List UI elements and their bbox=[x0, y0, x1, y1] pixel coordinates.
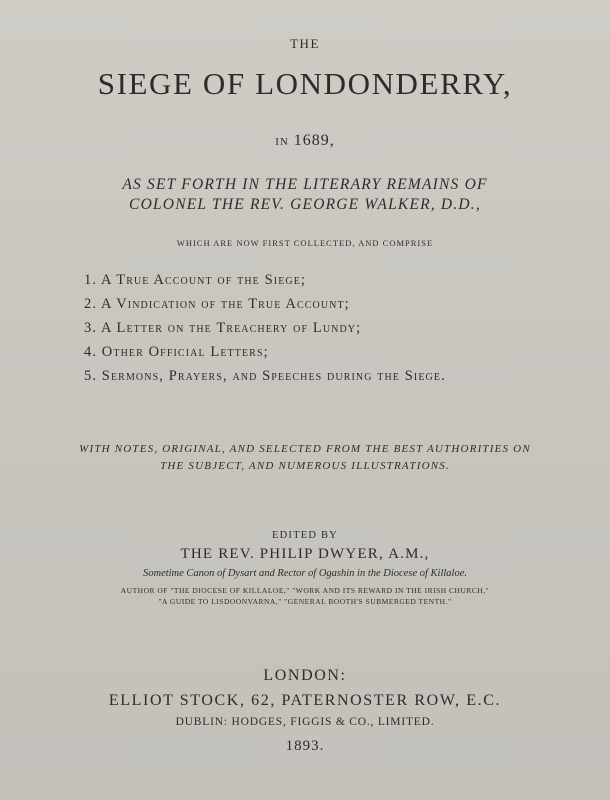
subtitle-line-1: AS SET FORTH IN THE LITERARY REMAINS OF bbox=[122, 176, 488, 193]
contents-item: 1. A True Account of the Siege; bbox=[84, 272, 307, 288]
imprint-year: 1893. bbox=[285, 738, 325, 754]
imprint-dublin: DUBLIN: HODGES, FIGGIS & CO., LIMITED. bbox=[175, 716, 435, 728]
author-of-line-1: AUTHOR OF "THE DIOCESE OF KILLALOE," "WORK AND ITS REWARD IN THE IRISH CHURCH," bbox=[120, 586, 490, 595]
comprise-line: WHICH ARE NOW FIRST COLLECTED, AND COMPRISE bbox=[176, 238, 434, 248]
contents-item: 5. Sermons, Prayers, and Speeches during the Siege. bbox=[84, 368, 446, 384]
imprint-publisher: ELLIOT STOCK, 62, PATERNOSTER ROW, E.C. bbox=[108, 692, 502, 709]
author-of-line-2: "A GUIDE TO LISDOONVARNA," "GENERAL BOOTH'S SUBMERGED TENTH." bbox=[158, 597, 452, 606]
contents-list bbox=[84, 268, 584, 388]
editor-name: THE REV. PHILIP DWYER, A.M., bbox=[180, 546, 430, 562]
contents-item: 3. A Letter on the Treachery of Lundy; bbox=[84, 320, 362, 336]
contents-item: 4. Other Official Letters; bbox=[84, 344, 269, 360]
editor-position: Sometime Canon of Dysart and Rector of Ogashin in the Diocese of Killaloe. bbox=[142, 568, 467, 579]
title-article: THE bbox=[290, 36, 320, 51]
notes-line-2: THE SUBJECT, AND NUMEROUS ILLUSTRATIONS. bbox=[160, 460, 450, 472]
edited-by: EDITED BY bbox=[272, 530, 338, 541]
notes-line-1: WITH NOTES, ORIGINAL, AND SELECTED FROM THE BEST AUTHORITIES ON bbox=[79, 443, 531, 455]
subtitle-line-2: COLONEL THE REV. GEORGE WALKER, D.D., bbox=[129, 196, 481, 213]
siege-year: in 1689, bbox=[275, 132, 335, 149]
imprint-city: LONDON: bbox=[263, 667, 347, 684]
book-title: SIEGE OF LONDONDERRY, bbox=[97, 66, 513, 101]
contents-item: 2. A Vindication of the True Account; bbox=[84, 296, 350, 312]
